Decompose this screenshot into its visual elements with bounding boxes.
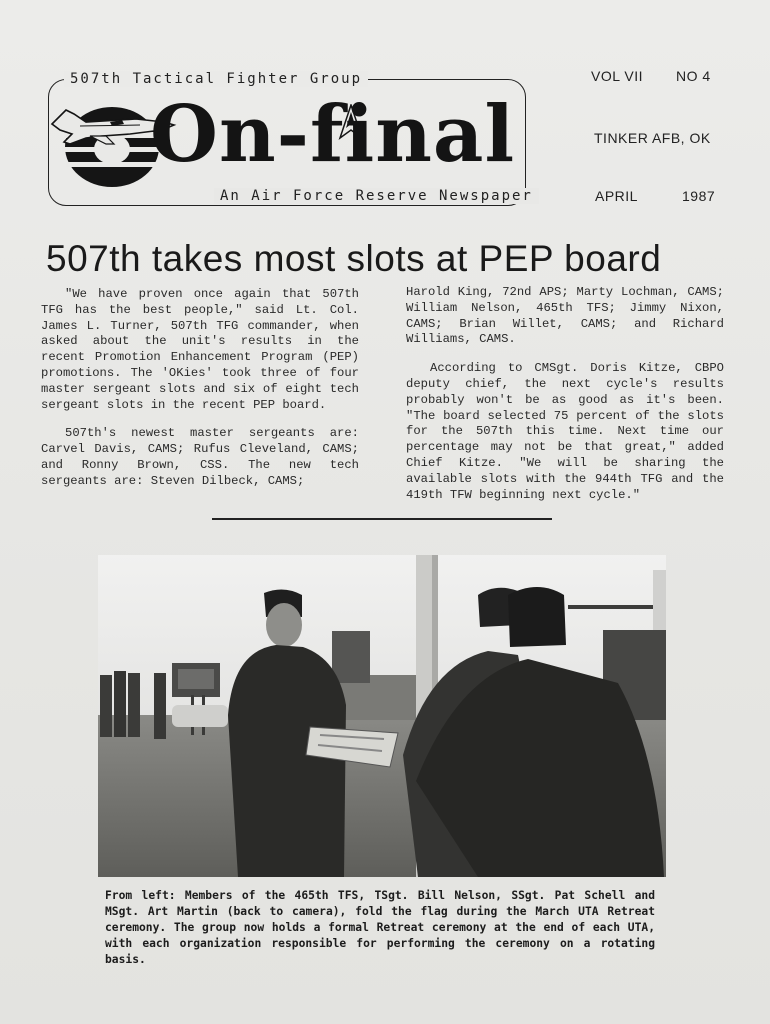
headline: 507th takes most slots at PEP board	[46, 238, 662, 279]
paragraph: 507th's newest master sergeants are: Carvel Davis, CAMS; Rufus Cleveland, CAMS; and Ronny Brown, CSS. The new tech sergeants are: Steven Dilbeck, CAMS;	[41, 426, 359, 488]
issue-number: NO 4	[676, 68, 711, 84]
article-column-left	[41, 287, 359, 490]
location: TINKER AFB, OK	[594, 130, 711, 146]
group-name: 507th Tactical Fighter Group	[64, 71, 368, 87]
paragraph: "We have proven once again that 507th TFG has the best people," said Lt. Col. James L. Turner, 507th TFG commander, when asked about the unit's results in the recent Promotion Enhancement Program (PEP) promotions. The 'OKies' took three of four master sergeant slots and six of eight tech sergeant slots in the recent PEP board.	[41, 287, 359, 412]
section-divider	[212, 518, 552, 520]
paper-name: On-final	[150, 89, 516, 180]
caption-text: From left: Members of the 465th TFS, TSgt. Bill Nelson, SSgt. Pat Schell and MSgt. Art Martin (back to camera), fold the flag during the March UTA Retreat ceremony. The group now holds a formal Retreat ceremony at the end of each UTA, with each organization responsible for performing the ceremony on a rotating basis.	[105, 889, 655, 966]
volume: VOL VII	[591, 68, 644, 84]
paragraph: According to CMSgt. Doris Kitze, CBPO deputy chief, the next cycle's results probably won't be as good as it's been. "The board selected 75 percent of the slots for the 507th this time. Next time our percentage may not be that great," added Chief Kitze. "We will be sharing the available slots with the 944th TFG and the 419th TFW beginning next cycle."	[406, 361, 724, 502]
photo-flag-folding	[98, 555, 666, 877]
issue-year: 1987	[682, 188, 716, 204]
paragraph: Harold King, 72nd APS; Marty Lochman, CAMS; William Nelson, 465th TFS; Jimmy Nixon, CAMS; Brian Willet, CAMS; and Richard Williams, CAMS.	[406, 285, 724, 347]
issue-month: APRIL	[595, 188, 638, 204]
masthead-subtitle: An Air Force Reserve Newspaper	[214, 188, 539, 204]
photo-caption	[105, 888, 655, 968]
article-column-right	[406, 285, 724, 503]
